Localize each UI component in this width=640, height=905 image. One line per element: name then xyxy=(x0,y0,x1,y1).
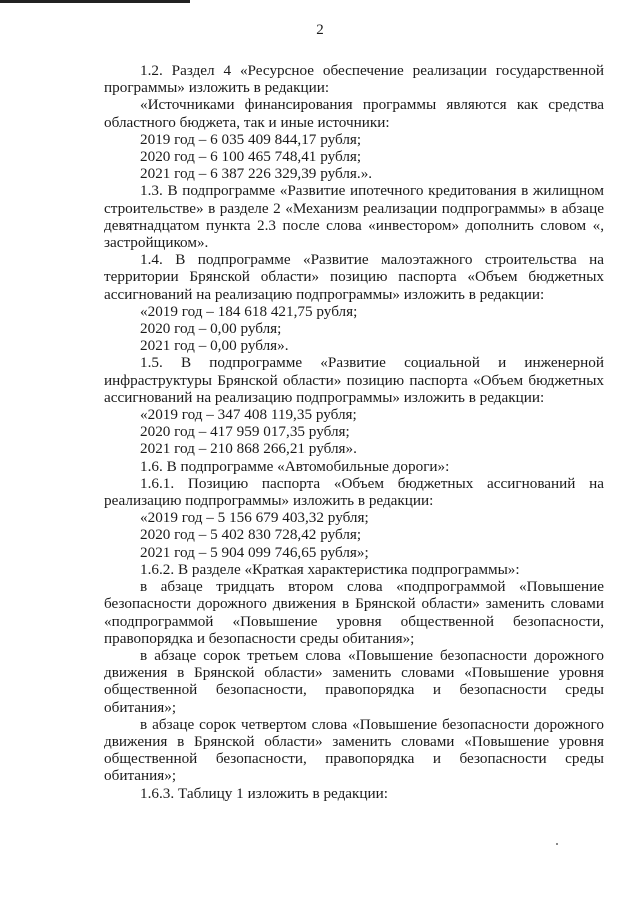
lowrise-line-2019: «2019 год – 184 618 421,75 рубля; xyxy=(140,302,358,320)
infra-line-2019: «2019 год – 347 408 119,35 рубля; xyxy=(140,406,357,424)
paragraph-1-6-3: 1.6.3. Таблицу 1 изложить в редакции: xyxy=(140,784,389,802)
page-number: 2 xyxy=(316,22,324,38)
lowrise-line-2021: 2021 год – 0,00 рубля». xyxy=(140,337,289,355)
roads-line-2021: 2021 год – 5 904 099 746,65 рубля»; xyxy=(140,543,369,561)
infra-line-2021: 2021 год – 210 868 266,21 рубля». xyxy=(140,440,357,458)
lowrise-line-2020: 2020 год – 0,00 рубля; xyxy=(140,320,282,338)
scan-speck xyxy=(556,843,558,845)
paragraph-1-5: 1.5. В подпрограмме «Развитие социальной и инженерной инфраструктуры Брянской области» позицию паспорта «Объем бюджетных ассигнований на реализацию подпрограммы» изложить в редакции: xyxy=(104,354,604,406)
roads-line-2020: 2020 год – 5 402 830 728,42 рубля; xyxy=(140,526,362,544)
paragraph-abzac-44: в абзаце сорок четвертом слова «Повышение безопасности дорожного движения в Брянской области» заменить словами «Повышение уровня общественной безопасности, правопорядка и безопасности среды обитания»; xyxy=(104,715,604,785)
budget-line-2019: 2019 год – 6 035 409 844,17 рубля; xyxy=(140,130,362,148)
paragraph-1-6-1: 1.6.1. Позицию паспорта «Объем бюджетных ассигнований на реализацию подпрограммы» изложить в редакции: xyxy=(104,474,604,510)
paragraph-1-6: 1.6. В подпрограмме «Автомобильные дороги»: xyxy=(140,457,450,475)
document-body xyxy=(104,62,604,802)
budget-line-2020: 2020 год – 6 100 465 748,41 рубля; xyxy=(140,148,362,166)
top-edge-line xyxy=(0,0,190,3)
paragraph-1-3: 1.3. В подпрограмме «Развитие ипотечного кредитования в жилищном строительстве» в разделе 2 «Механизм реализации подпрограммы» в абзаце девятнадцатом пункта 2.3 после слова «инвестором» дополнить словом «, застройщиком». xyxy=(104,182,604,252)
paragraph-abzac-32: в абзаце тридцать втором слова «подпрограммой «Повышение безопасности дорожного движения в Брянской области» заменить словами «подпрограммой «Повышение уровня общественной безопасности, правопорядка и безопасности среды обитания»; xyxy=(104,578,604,647)
infra-line-2020: 2020 год – 417 959 017,35 рубля; xyxy=(140,423,350,441)
paragraph-1-2: 1.2. Раздел 4 «Ресурсное обеспечение реализации государственной программы» изложить в редакции: xyxy=(104,62,604,97)
paragraph-sources: «Источниками финансирования программы являются как средства областного бюджета, так и иные источники: xyxy=(104,96,604,131)
roads-line-2019: «2019 год – 5 156 679 403,32 рубля; xyxy=(140,509,369,527)
budget-line-2021: 2021 год – 6 387 226 329,39 рубля.». xyxy=(140,165,373,183)
paragraph-1-6-2: 1.6.2. В разделе «Краткая характеристика подпрограммы»: xyxy=(140,560,520,578)
paragraph-1-4: 1.4. В подпрограмме «Развитие малоэтажного строительства на территории Брянской области» позицию паспорта «Объем бюджетных ассигнований на реализацию подпрограммы» изложить в редакции: xyxy=(104,251,604,303)
paragraph-abzac-43: в абзаце сорок третьем слова «Повышение безопасности дорожного движения в Брянской области» заменить словами «Повышение уровня общественной безопасности, правопорядка и безопасности среды обитания»; xyxy=(104,646,604,716)
